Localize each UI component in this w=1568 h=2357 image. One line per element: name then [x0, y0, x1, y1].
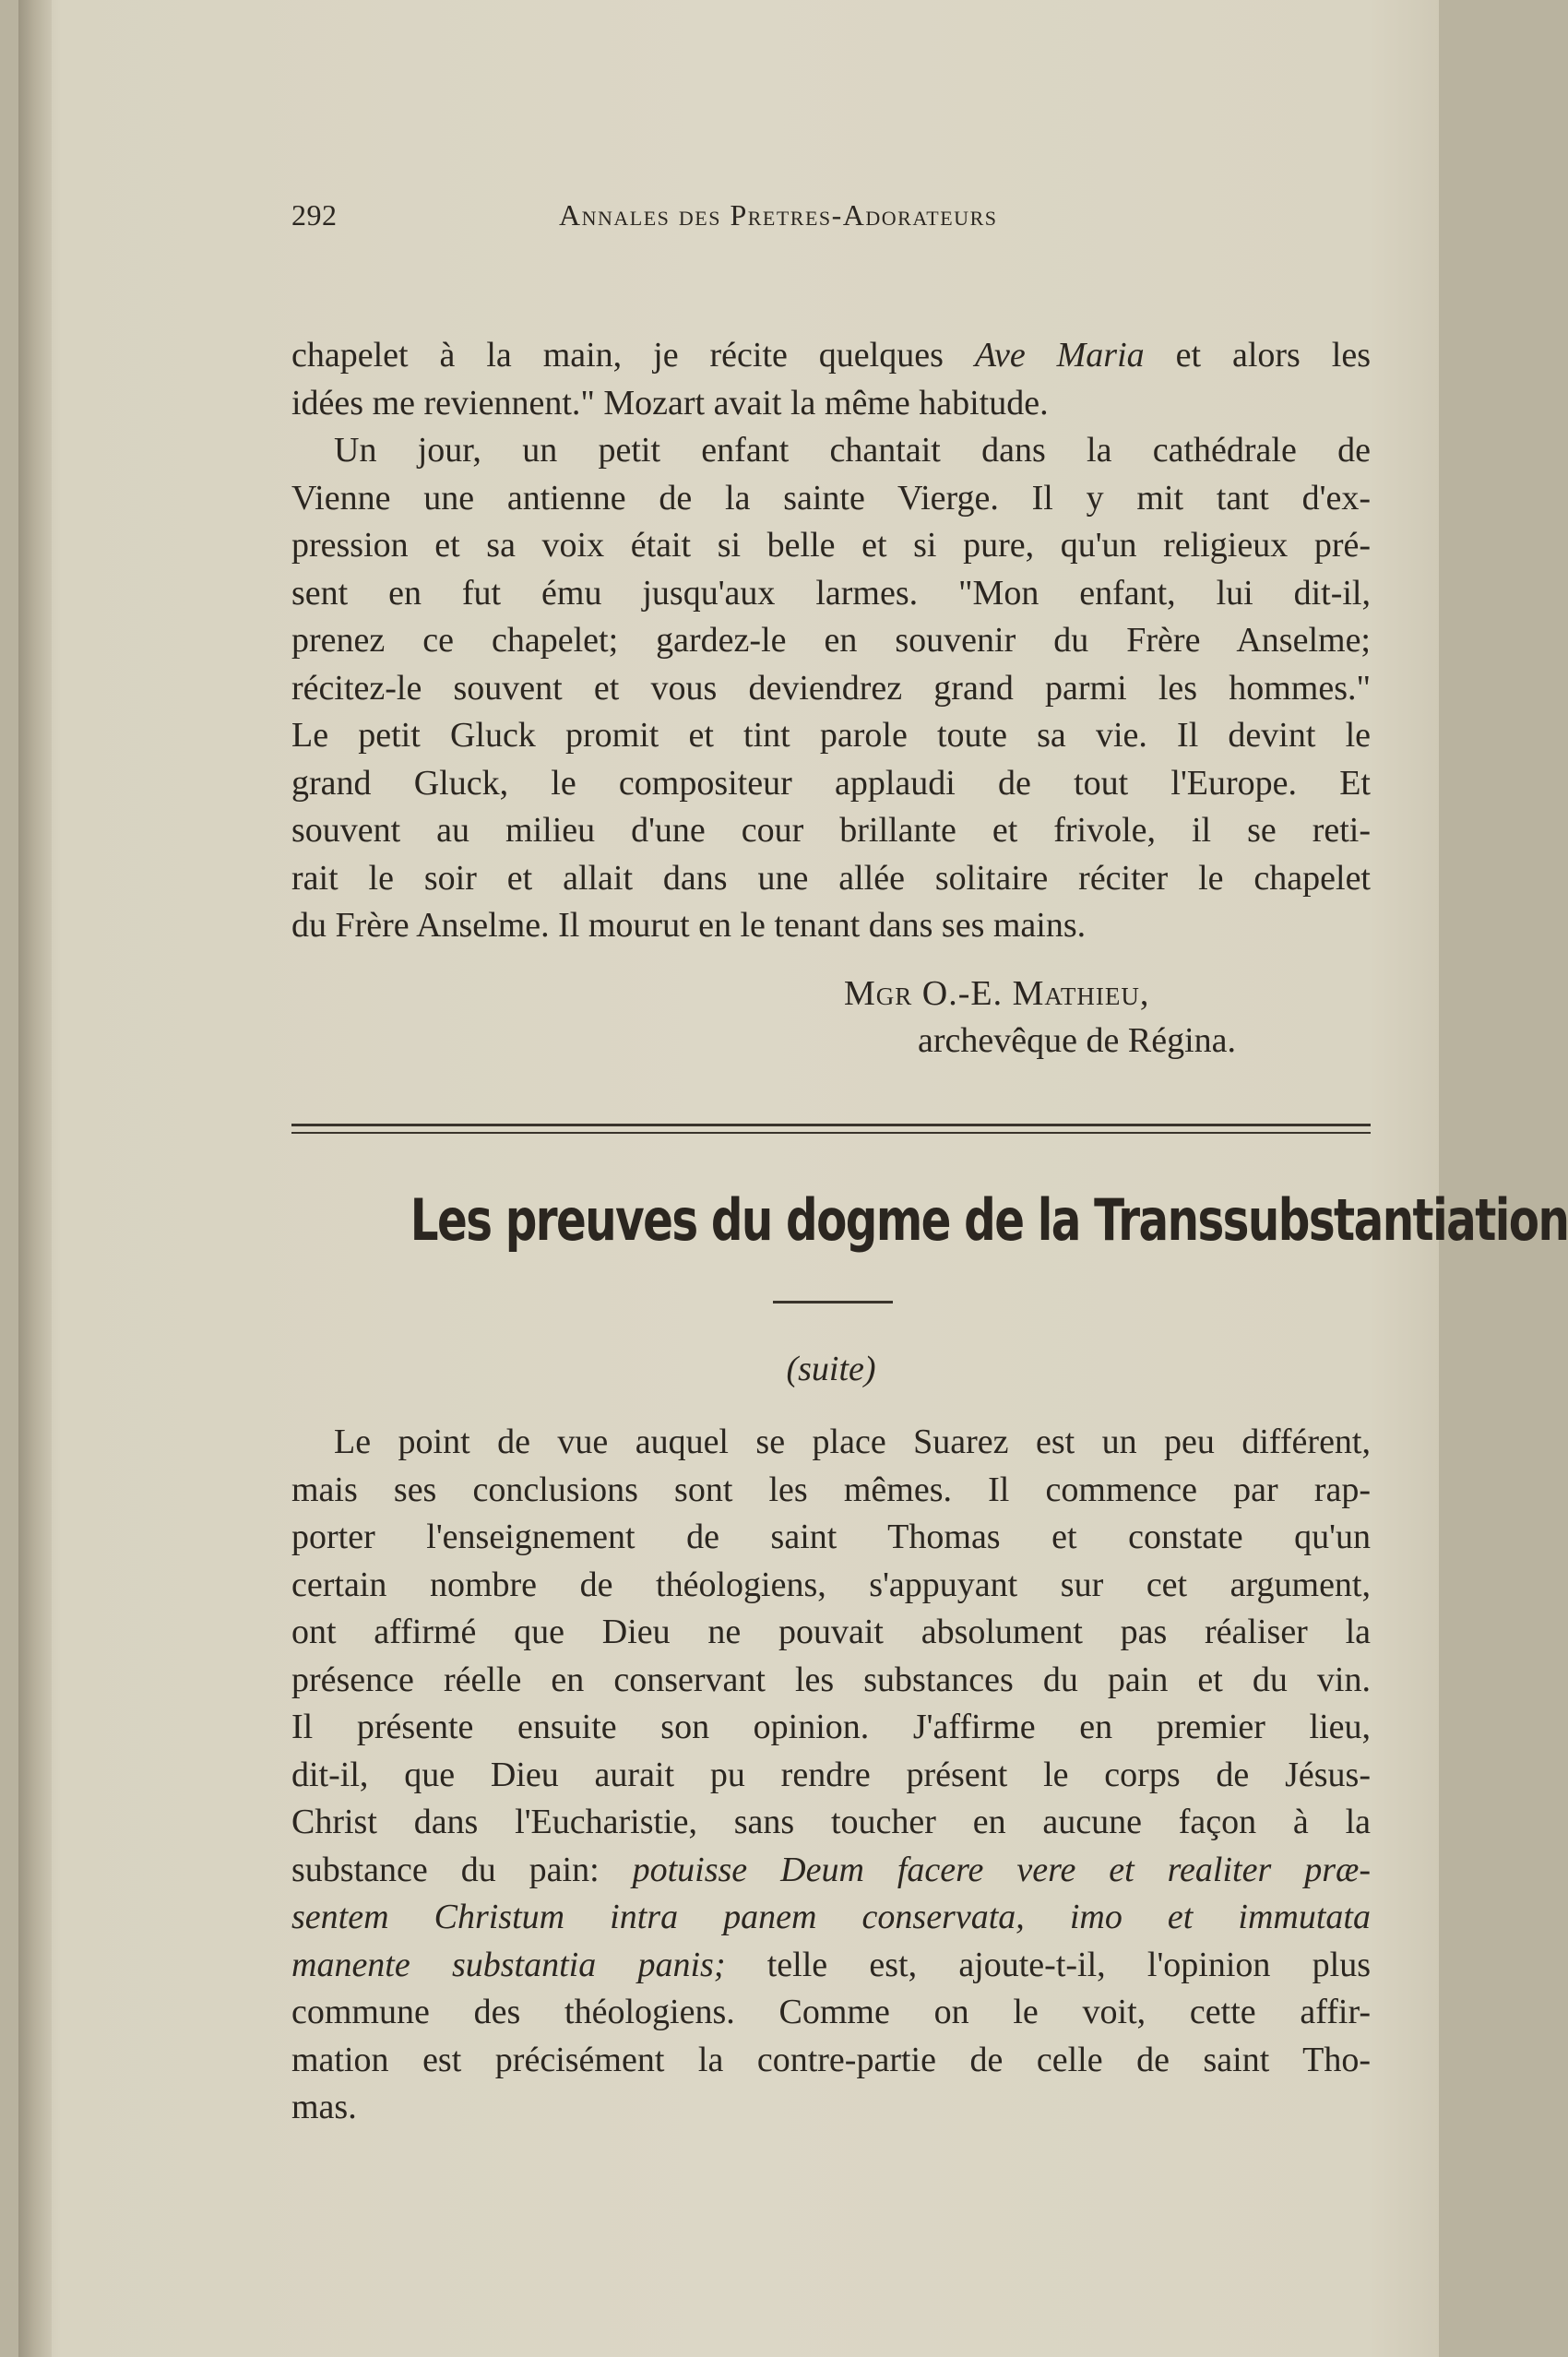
text-segment: dit-il, que Dieu aurait pu rendre présent le corps de Jésus-	[291, 1755, 1371, 1794]
text-line	[291, 2084, 1371, 2132]
latin-quote: sentem Christum intra panem conservata, imo et immutata	[291, 1898, 1371, 1936]
text-line	[291, 807, 1371, 855]
signature	[830, 970, 1337, 1065]
running-header	[291, 198, 1371, 239]
text-line	[291, 570, 1371, 618]
title-underline	[773, 1301, 893, 1303]
text-line	[291, 1514, 1371, 1562]
text-segment: idées me reviennent." Mozart avait la même habitude.	[291, 383, 1049, 423]
text-line	[291, 1562, 1371, 1610]
page-number: 292	[291, 198, 338, 232]
text-line	[291, 332, 1371, 380]
text-segment: ont affirmé que Dieu ne pouvait absolument pas réaliser la	[291, 1613, 1371, 1651]
text-line	[291, 1989, 1371, 2037]
text-line	[291, 1704, 1371, 1752]
text-line	[291, 475, 1371, 523]
text-segment: Il présente ensuite son opinion. J'affirme en premier lieu,	[291, 1708, 1371, 1746]
story-text	[291, 332, 1371, 950]
latin-quote: potuisse Deum facere vere et realiter præ-	[632, 1850, 1371, 1889]
text-segment: et alors les	[1144, 336, 1371, 375]
article-text	[291, 1419, 1371, 2132]
text-line	[291, 902, 1371, 950]
text-segment: récitez-le souvent et vous deviendrez grand parmi les hommes."	[291, 668, 1371, 708]
section-divider-inner	[291, 1132, 1371, 1134]
article-subtitle: (suite)	[786, 1350, 876, 1388]
text-line	[291, 855, 1371, 903]
text-line	[291, 427, 1371, 475]
book-spine-shadow	[18, 0, 52, 2357]
text-segment: présence réelle en conservant les substances du pain et du vin.	[291, 1660, 1371, 1699]
text-segment: Christ dans l'Eucharistie, sans toucher en aucune façon à la	[291, 1803, 1371, 1841]
author-title: archevêque de Régina.	[918, 1021, 1236, 1060]
text-line	[291, 712, 1371, 760]
text-line	[291, 1847, 1371, 1895]
text-line	[291, 1799, 1371, 1847]
text-line	[291, 665, 1371, 713]
text-segment: telle est, ajoute-t-il, l'opinion plus	[725, 1945, 1371, 1984]
text-line	[291, 1657, 1371, 1705]
text-segment: grand Gluck, le compositeur applaudi de tout l'Europe. Et	[291, 763, 1371, 803]
text-segment: souvent au milieu d'une cour brillante et frivole, il se reti-	[291, 811, 1371, 850]
text-line	[291, 760, 1371, 808]
text-segment: porter l'enseignement de saint Thomas et constate qu'un	[291, 1518, 1371, 1556]
section-divider	[291, 1124, 1371, 1126]
text-segment: certain nombre de théologiens, s'appuyant sur cet argument,	[291, 1565, 1371, 1604]
text-segment: du Frère Anselme. Il mourut en le tenant dans ses mains.	[291, 906, 1087, 945]
text-line	[291, 1942, 1371, 1990]
article-title: Les preuves du dogme de la Transsubstantiation	[410, 1186, 1568, 1254]
text-line	[291, 1467, 1371, 1515]
text-segment: mas.	[291, 2088, 357, 2126]
text-line	[291, 1894, 1371, 1942]
text-segment: pression et sa voix était si belle et si pure, qu'un religieux pré-	[291, 526, 1371, 565]
text-line	[291, 617, 1371, 665]
text-segment: substance du pain:	[291, 1850, 633, 1889]
text-line	[291, 1752, 1371, 1800]
text-segment: Le point de vue auquel se place Suarez est un peu différent,	[334, 1423, 1371, 1461]
text-segment: mais ses conclusions sont les mêmes. Il commence par rap-	[291, 1470, 1371, 1509]
text-segment: commune des théologiens. Comme on le voit, cette affir-	[291, 1993, 1371, 2031]
text-segment: sent en fut ému jusqu'aux larmes. "Mon enfant, lui dit-il,	[291, 573, 1371, 613]
latin-quote: manente substantia panis;	[291, 1945, 726, 1984]
text-segment: Le petit Gluck promit et tint parole toute sa vie. Il devint le	[291, 716, 1371, 755]
text-line	[291, 380, 1371, 428]
author-name: Mgr O.-E. Mathieu,	[844, 974, 1150, 1013]
text-segment: rait le soir et allait dans une allée solitaire réciter le chapelet	[291, 858, 1371, 898]
text-line	[291, 2037, 1371, 2085]
text-segment: Un jour, un petit enfant chantait dans la cathédrale de	[334, 431, 1371, 470]
text-line	[291, 522, 1371, 570]
text-line	[291, 1419, 1371, 1467]
text-segment: mation est précisément la contre-partie de celle de saint Tho-	[291, 2040, 1371, 2079]
text-segment: Vienne une antienne de la sainte Vierge. Il y mit tant d'ex-	[291, 478, 1371, 518]
latin-quote: Ave Maria	[974, 336, 1145, 375]
text-line	[291, 1609, 1371, 1657]
text-segment: chapelet à la main, je récite quelques	[291, 336, 975, 375]
text-segment: prenez ce chapelet; gardez-le en souvenir du Frère Anselme;	[291, 621, 1371, 660]
running-title: Annales des Pretres-Adorateurs	[559, 198, 998, 232]
